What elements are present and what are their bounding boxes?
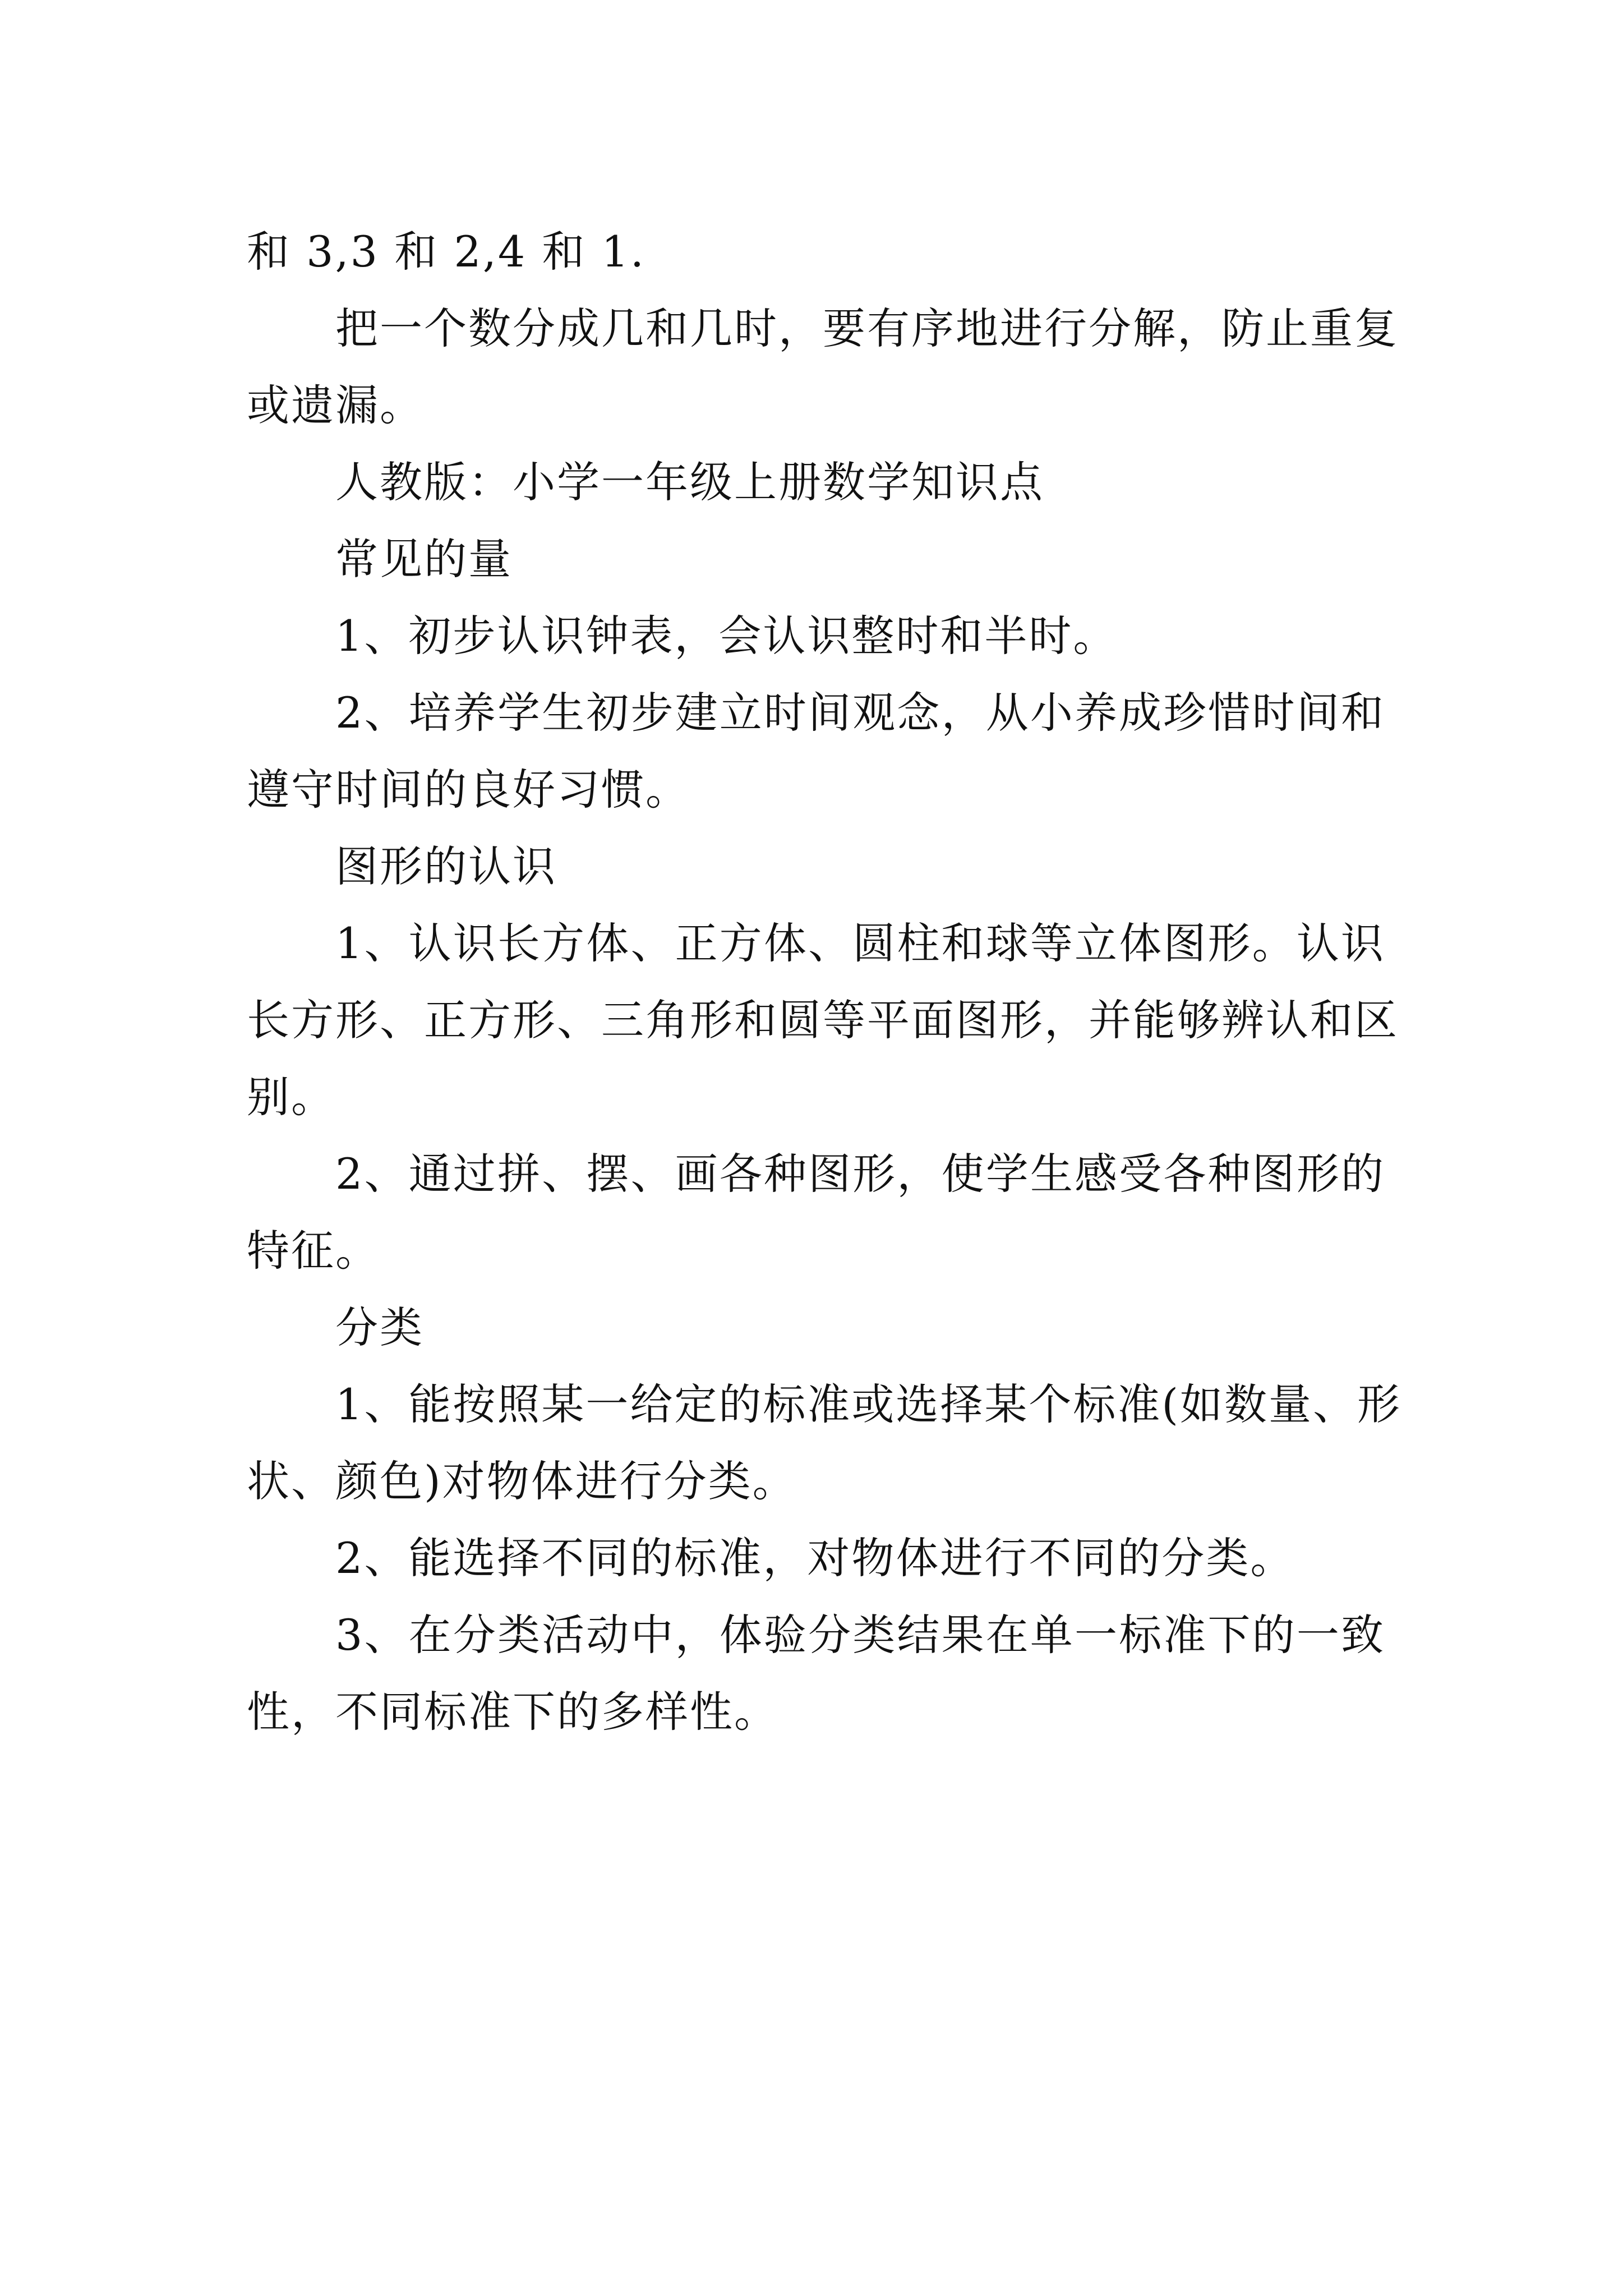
text-line: 2、培养学生初步建立时间观念，从小养成珍惜时间和 [335,688,1385,738]
text-line: 2、能选择不同的标准，对物体进行不同的分类。 [335,1533,1295,1583]
section-heading: 分类 [335,1303,424,1352]
text-line: 3、在分类活动中，体验分类结果在单一标准下的一致 [335,1610,1385,1660]
section-heading: 常见的量 [335,534,513,584]
text-line: 和 3,3 和 2,4 和 1. [247,227,646,277]
document-body [247,213,1402,1750]
text-line: 特征。 [247,1226,380,1276]
section-heading: 人教版：小学一年级上册数学知识点 [335,457,1044,507]
section-heading: 图形的认识 [335,841,557,891]
text-line: 把一个数分成几和几时，要有序地进行分解，防止重复 [335,303,1399,353]
text-line: 长方形、正方形、三角形和圆等平面图形，并能够辨认和区 [247,995,1399,1045]
text-line: 1、能按照某一给定的标准或选择某个标准(如数量、形 [335,1379,1402,1429]
text-line: 状、颜色)对物体进行分类。 [247,1456,797,1506]
text-line: 1、初步认识钟表，会认识整时和半时。 [335,611,1118,661]
text-line: 遵守时间的良好习惯。 [247,765,690,815]
text-line: 或遗漏。 [247,380,424,430]
text-line: 2、通过拼、摆、画各种图形，使学生感受各种图形的 [335,1149,1385,1199]
text-line: 别。 [247,1072,335,1122]
text-line: 1、认识长方体、正方体、圆柱和球等立体图形。认识 [335,918,1385,968]
text-line: 性，不同标准下的多样性。 [247,1687,778,1737]
